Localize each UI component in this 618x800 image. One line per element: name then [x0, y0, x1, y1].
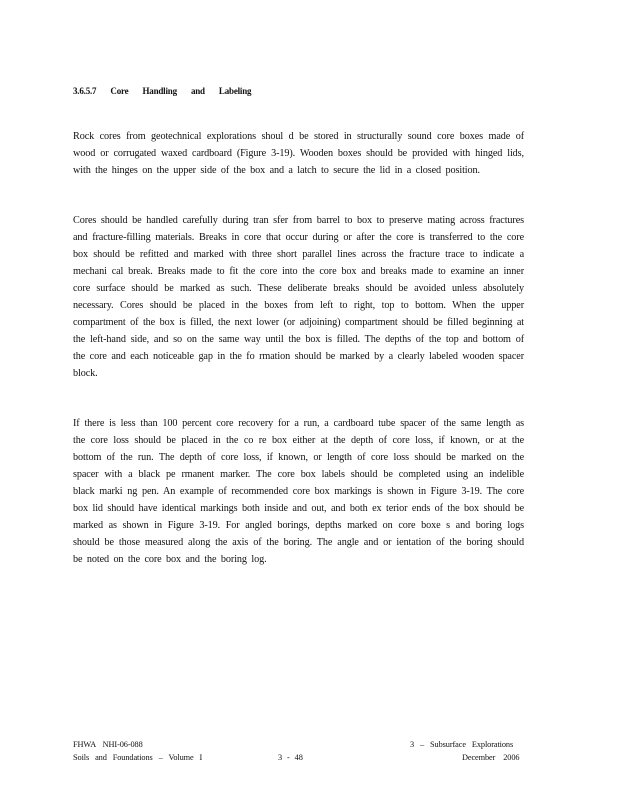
paragraph-core-boxes: Rock cores from geotechnical explorations shoul d be stored in structurally sound core boxes made of wood or corrugated waxed cardboard (Figure 3-19). Wooden boxes should be provided with hinged lids, with the hinges on the upper side of the box and a latch to secure the lid in a closed position. [73, 131, 524, 177]
footer-page-number: 3 - 48 [278, 753, 303, 762]
footer-date: December 2006 [462, 753, 520, 762]
paragraph-core-handling: Cores should be handled carefully during tran sfer from barrel to box to preserve mating across fractures and fracture-filling materials. Breaks in core that occur during or after the core is transferred to the core box should be refitted and marked with three short parallel lines across the fracture trace to indicate a mechani cal break. Breaks made to fit the core into the core box and breaks made to examine an inner core surface should be marked as such. These deliberate breaks should be avoided unless absolutely necessary. Cores should be placed in the boxes from left to right, top to bottom. When the upper compartment of the box is filled, the next lower (or adjoining) compartment should be filled beginning at the left-hand side, and so on the same way until the box is filled. The depths of the top and bottom of the core and each noticeable gap in the fo rmation should be marked by a clearly labeled wooden spacer block. [73, 215, 524, 380]
footer-publication-id: FHWA NHI-06-088 [73, 740, 143, 749]
footer-left [73, 738, 202, 764]
section-heading: 3.6.5.7 Core Handling and Labeling [73, 86, 252, 96]
footer-right [410, 738, 519, 764]
footer-chapter-title: 3 – Subsurface Explorations [410, 740, 514, 749]
paragraph-core-loss: If there is less than 100 percent core recovery for a run, a cardboard tube spacer of the same length as the core loss should be placed in the co re box either at the depth of core loss, if known, or at the bottom of the run. The depth of core loss, if known, or length of core loss should be marked on the spacer with a black pe rmanent marker. The core box labels should be completed using an indelible black marki ng pen. An example of recommended core box markings is shown in Figure 3-19. The core box lid should have identical markings both inside and out, and both ex terior ends of the box should be marked as shown in Figure 3-19. For angled borings, depths marked on core boxe s and boring logs should be those measured along the axis of the boring. The angle and or ientation of the boring should be noted on the core box and the boring log. [73, 418, 524, 566]
footer-document-title: Soils and Foundations – Volume I [73, 753, 203, 762]
